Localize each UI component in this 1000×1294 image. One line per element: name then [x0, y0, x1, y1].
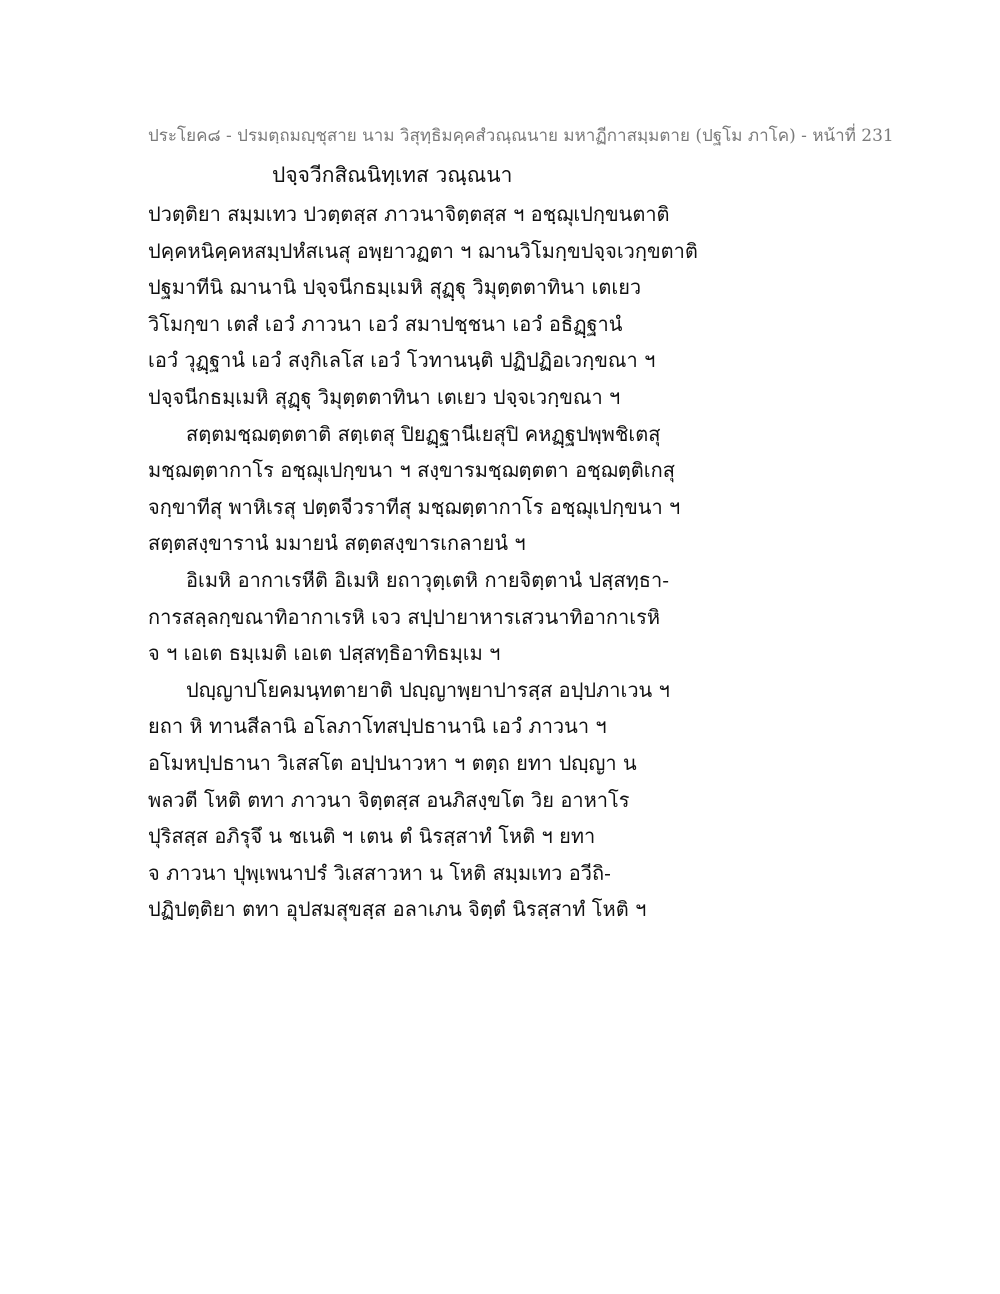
section-title: ปจฺจวีกสิณนิทฺเทส วณฺณนา [272, 163, 513, 187]
text-line: จกฺขาทีสุ พาหิเรสุ ปตฺตจีวราทีสุ มชฺฌตฺตากาโร อชฺฌุเปกฺขนา ฯ [148, 494, 681, 519]
body-text [148, 196, 708, 928]
text-line: อโมหปฺปธานา วิเสสโต อปฺปนาวหา ฯ ตตฺถ ยทา ปญฺญา น [148, 750, 637, 775]
text-line: มชฺฌตฺตากาโร อชฺฌุเปกฺขนา ฯ สงฺขารมชฺฌตฺตตา อชฺฌตฺติเกสุ [148, 458, 675, 483]
text-line: จ ภาวนา ปุพฺเพนาปรํ วิเสสาวหา น โหติ สมฺมเทว อวีถิ- [148, 860, 611, 885]
text-line: ปุริสสฺส อภิรุจึ น ชเนติ ฯ เตน ตํ นิรสฺสาทํ โหติ ฯ ยทา [148, 824, 596, 849]
text-line: ปวตฺติยา สมฺมเทว ปวตฺตสฺส ภาวนาจิตฺตสฺส ฯ อชฺฌุเปกฺขนตาติ [148, 202, 670, 226]
text-line: พลวตี โหติ ตทา ภาวนา จิตฺตสฺส อนภิสงฺขโต วิย อาหาโร [148, 787, 630, 812]
text-line: ยถา หิ ทานสีลานิ อโลภาโทสปฺปธานานิ เอวํ ภาวนา ฯ [148, 714, 607, 739]
text-line: ปฏิปตฺติยา ตทา อุปสมสุขสฺส อลาเภน จิตฺตํ นิรสฺสาทํ โหติ ฯ [148, 897, 647, 922]
running-header: ประโยค๘ - ปรมตฺถมญฺชุสาย นาม วิสุทฺธิมคฺคสํวณฺณนาย มหาฏีกาสมฺมตาย (ปฐโม ภาโค) - หน้าที่ 231 [148, 126, 894, 146]
text-line: เอวํ วุฏฺฐานํ เอวํ สงฺกิเลโส เอวํ โวทานนฺติ ปฏิปฏิอเวกฺขณา ฯ [148, 348, 656, 373]
text-line: การสลฺลกฺขณาทิอากาเรหิ เจว สปฺปายาหารเสวนาทิอากาเรหิ [148, 604, 661, 629]
text-line: วิโมกฺขา เตสํ เอวํ ภาวนา เอวํ สมาปชฺชนา เอวํ อธิฏฺฐานํ [148, 311, 623, 336]
text-line: ปฐมาทีนิ ฌานานิ ปจฺจนีกธมฺเมหิ สุฏฺฐุ วิมุตฺตตาทินา เตเยว [148, 275, 642, 300]
text-line: สตฺตสงฺขารานํ มมายนํ สตฺตสงฺขารเกลายนํ ฯ [148, 531, 526, 556]
text-line: ปจฺจนีกธมฺเมหิ สุฏฺฐุ วิมุตฺตตาทินา เตเยว ปจฺจเวกฺขณา ฯ [148, 384, 621, 409]
paragraph-start-line: อิเมหิ อากาเรหีติ อิเมหิ ยถาวุตฺเตหิ กายจิตฺตานํ ปสฺสทฺธา- [186, 567, 669, 592]
paragraph-start-line: สตฺตมชฺฌตฺตตาติ สตฺเตสุ ปิยฏฺฐานีเยสุปิ คหฏฺฐปพฺพชิเตสุ [186, 421, 661, 446]
text-line: จ ฯ เอเต ธมฺเมติ เอเต ปสฺสทฺธิอาทิธมฺเม ฯ [148, 641, 501, 666]
text-line: ปคฺคหนิคฺคหสมฺปหํสเนสุ อพฺยาวฏตา ฯ ฌานวิโมกฺขปจฺจเวกฺขตาติ [148, 238, 698, 263]
paragraph-start-line: ปญฺญาปโยคมนฺทตายาติ ปญฺญาพฺยาปารสฺส อปฺปภาเวน ฯ [186, 677, 670, 702]
